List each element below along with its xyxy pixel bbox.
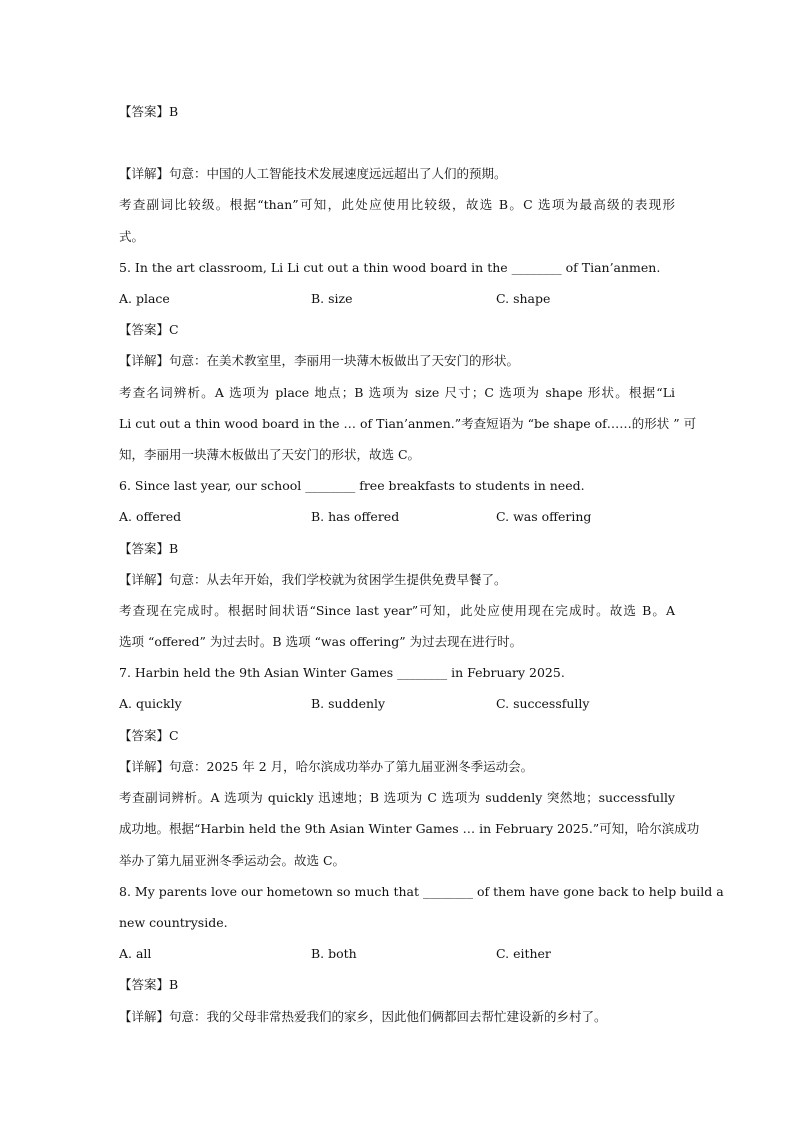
question-6-option-c: C. was offering: [496, 509, 592, 524]
detail-q4-line1: 【详解】句意：中国的人工智能技术发展速度远远超出了人们的预期。: [119, 166, 507, 181]
detail-q8-line1: 【详解】句意：我的父母非常热爱我们的家乡，因此他们俩都回去帮忙建设新的乡村了。: [119, 1009, 607, 1024]
detail-q5-line1: 【详解】句意：在美术教室里，李丽用一块薄木板做出了天安门的形状。: [119, 353, 520, 368]
question-7-option-a: A. quickly: [119, 696, 182, 711]
question-8-option-a: A. all: [119, 946, 152, 961]
detail-q6-line3: 选项 “offered” 为过去时。B 选项 “was offering” 为过去现在进行时。: [119, 634, 523, 649]
question-7-option-c: C. successfully: [496, 696, 590, 711]
detail-q4-line2: 考查副词比较级。根据“than”可知，此处应使用比较级，故选 B。C 选项为最高级的表现形: [119, 197, 675, 212]
question-8-stem-line1: 8. My parents love our hometown so much that ________ of them have gone back to help build a: [119, 884, 724, 899]
detail-q7-line4: 举办了第九届亚洲冬季运动会。故选 C。: [119, 853, 346, 868]
detail-q4-line3: 式。: [119, 229, 145, 244]
detail-q6-line1: 【详解】句意：从去年开始，我们学校就为贫困学生提供免费早餐了。: [119, 572, 507, 587]
detail-q5-line2: 考查名词辨析。A 选项为 place 地点；B 选项为 size 尺寸；C 选项为 shape 形状。根据“Li: [119, 385, 675, 400]
question-8-stem-line2: new countryside.: [119, 915, 228, 930]
answer-q8: 【答案】B: [119, 977, 179, 992]
question-5-option-b: B. size: [311, 291, 353, 306]
question-7-option-b: B. suddenly: [311, 696, 386, 711]
question-8-option-b: B. both: [311, 946, 357, 961]
detail-q5-line4: 知，李丽用一块薄木板做出了天安门的形状，故选 C。: [119, 447, 421, 462]
answer-q4: 【答案】B: [119, 104, 179, 119]
answer-q7: 【答案】C: [119, 728, 179, 743]
detail-q7-line1: 【详解】句意：2025 年 2 月，哈尔滨成功举办了第九届亚洲冬季运动会。: [119, 759, 534, 774]
question-5-option-a: A. place: [119, 291, 170, 306]
detail-q7-line3: 成功地。根据“Harbin held the 9th Asian Winter Games … in February 2025.”可知，哈尔滨成功: [119, 821, 700, 836]
question-7-stem: 7. Harbin held the 9th Asian Winter Games ________ in February 2025.: [119, 665, 565, 680]
answer-q5: 【答案】C: [119, 322, 179, 337]
question-5-stem: 5. In the art classroom, Li Li cut out a thin wood board in the ________ of Tian’anmen.: [119, 260, 661, 275]
detail-q5-line3: Li cut out a thin wood board in the … of Tian’anmen.”考查短语为 “be shape of……的形状 ” 可: [119, 416, 697, 431]
detail-q6-line2: 考查现在完成时。根据时间状语“Since last year”可知，此处应使用现在完成时。故选 B。A: [119, 603, 675, 618]
question-6-option-a: A. offered: [119, 509, 182, 524]
question-6-option-b: B. has offered: [311, 509, 400, 524]
detail-q7-line2: 考查副词辨析。A 选项为 quickly 迅速地；B 选项为 C 选项为 suddenly 突然地；successfully: [119, 790, 675, 805]
question-8-option-c: C. either: [496, 946, 551, 961]
answer-q6: 【答案】B: [119, 541, 179, 556]
question-5-option-c: C. shape: [496, 291, 551, 306]
question-6-stem: 6. Since last year, our school ________ free breakfasts to students in need.: [119, 478, 585, 493]
